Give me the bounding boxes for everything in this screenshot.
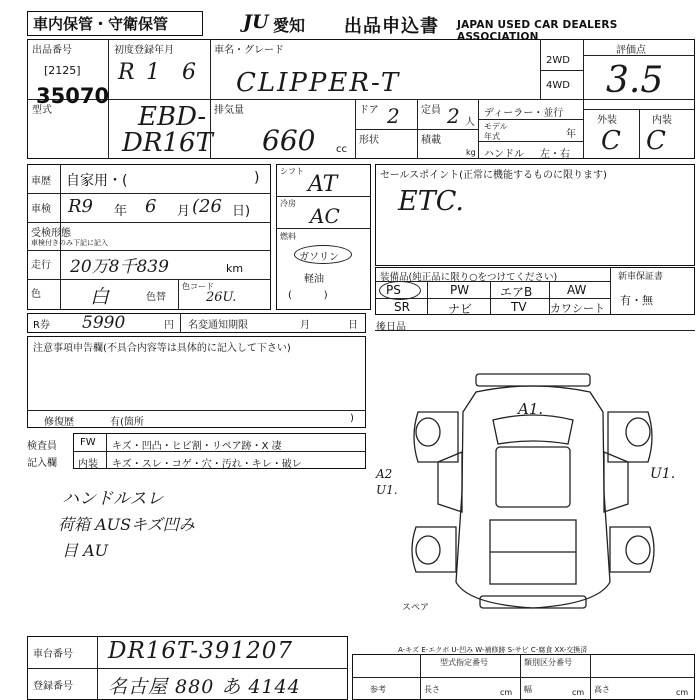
int-value: C: [646, 126, 666, 156]
fuel-label: 燃料: [280, 232, 296, 241]
history-value: 自家用・(: [66, 173, 128, 189]
history-close: ): [254, 170, 260, 186]
model-label: 型式: [32, 105, 52, 116]
grade-label: 評価点: [616, 45, 646, 56]
displacement-label: 排気量: [214, 105, 244, 116]
int-inspect-label: 内装: [78, 459, 98, 470]
dealer-label: ディーラー・並行: [484, 108, 564, 119]
color-value: 白: [90, 286, 110, 308]
equip-ps-circle: [379, 281, 421, 300]
weight-unit: kg: [466, 148, 476, 157]
diagram-label-top: A1.: [518, 400, 544, 418]
warranty-label: 新車保証書: [618, 272, 664, 282]
ref-label: 参考: [370, 685, 386, 694]
repair-label: 修復歴: [44, 417, 74, 428]
form-title: 出品申込書: [344, 16, 439, 37]
chassis-value: DR16T-391207: [108, 638, 293, 664]
handle-options: 左・右: [540, 149, 570, 160]
diagram-label-left: A2 U1.: [376, 467, 398, 497]
fuel-paren: ( ): [288, 290, 328, 301]
first-reg-month: 6: [182, 60, 196, 85]
ac-label: 冷房: [280, 199, 296, 208]
color-code-label: 色コード: [182, 282, 214, 291]
name-change-label: 名変通知期限: [188, 320, 248, 331]
handwritten-note-1: ハンドルスレ: [62, 489, 164, 509]
mileage-label: 走行: [31, 260, 51, 271]
reg-label: 登録番号: [33, 681, 73, 692]
lot-number: 35070: [36, 84, 110, 108]
shaken-day: (26: [192, 196, 222, 217]
capacity-label: 定員: [421, 105, 441, 116]
model-year-unit: 年: [566, 129, 576, 140]
history-label: 車歴: [31, 176, 51, 187]
fw-label: FW: [80, 437, 96, 448]
selling-points-label: セールスポイント(正常に機能するものに限ります): [380, 170, 607, 181]
equip-kawa-seat: カワシート: [550, 302, 605, 315]
damage-legend: A-キズ E-エクボ U-凹み W-補修跡 S-サビ C-腐食 XX-交換済: [398, 646, 588, 654]
shape-label: 形状: [359, 135, 379, 146]
ju-logo: JU: [243, 11, 269, 33]
warranty-options: 有・無: [620, 294, 653, 307]
displacement-value: 660: [262, 124, 316, 157]
inspector-label-2: 記入欄: [27, 458, 57, 469]
height-unit: cm: [676, 688, 689, 697]
shaken-month: 6: [145, 196, 157, 217]
spare-label: スペア: [402, 603, 430, 613]
width-label: 幅: [524, 685, 532, 694]
equip-aw: AW: [567, 283, 587, 297]
weight-label: 積載: [421, 135, 441, 146]
notes-label: 注意事項申告欄(不具合内容等は具体的に記入して下さい): [33, 343, 291, 354]
shaken-day-unit: 日): [232, 204, 251, 219]
name-change-day: 日: [348, 320, 358, 331]
equipment-label: 装備品(純正品に限り○をつけてください): [380, 272, 558, 283]
inspection-form-sub: 車検付きのみ下記に記入: [31, 239, 108, 247]
mileage-value: 20万8千839: [70, 257, 169, 277]
equip-ps: PS: [386, 283, 401, 297]
shift-value: AT: [308, 172, 338, 197]
displacement-unit: cc: [336, 144, 347, 155]
handwritten-note-3: 目 AU: [62, 541, 109, 560]
lot-sub: [2125]: [44, 64, 81, 77]
inspector-label-1: 検査員: [27, 441, 57, 452]
equip-navi: ナビ: [448, 302, 473, 316]
color-swap-label: 色替: [146, 292, 166, 303]
name-change-month: 月: [300, 320, 310, 331]
ext-label: 外装: [597, 115, 617, 126]
handle-label: ハンドル: [484, 149, 524, 160]
model-value-1: EBD-: [138, 102, 207, 132]
fw-text: キズ・凹凸・ヒビ割・リペア跡・X 凄: [112, 441, 282, 452]
doors-label: ドア: [359, 105, 379, 116]
recycle-value: 5990: [82, 313, 126, 333]
height-label: 高さ: [594, 685, 610, 694]
ext-value: C: [601, 126, 621, 156]
equip-airbag: エアB: [500, 285, 533, 299]
width-unit: cm: [572, 688, 585, 697]
repair-value: 有(箇所: [110, 417, 144, 428]
selling-points-value: ETC.: [398, 186, 464, 217]
recycle-unit: 円: [164, 320, 174, 331]
fuel-diesel: 軽油: [304, 274, 324, 285]
model-year-label: モデル年式: [484, 122, 508, 141]
handwritten-note-2: 荷箱 AUSキズ凹み: [58, 515, 195, 534]
doors-value: 2: [387, 104, 400, 128]
model-value-2: DR16T: [122, 128, 213, 158]
shaken-month-unit: 月: [177, 204, 191, 219]
capacity-unit: 人: [465, 117, 475, 128]
int-label: 内装: [652, 115, 672, 126]
equip-pw: PW: [450, 283, 470, 297]
reg-value: 名古屋 880 あ 4144: [108, 676, 301, 698]
org-name: 愛知: [273, 16, 306, 35]
lot-number-label: 出品番号: [32, 45, 72, 56]
length-label: 長さ: [424, 685, 440, 694]
capacity-value: 2: [447, 104, 460, 128]
diagram-label-right: U1.: [650, 466, 676, 482]
shaken-year-unit: 年: [114, 204, 128, 219]
fuel-gasoline: ガソリン: [299, 252, 339, 263]
first-reg-year: 1: [146, 60, 160, 85]
equip-tv: TV: [511, 300, 527, 314]
drive-4wd: 4WD: [546, 80, 570, 91]
drive-2wd: 2WD: [546, 55, 570, 66]
model-spec-label: 型式指定番号: [440, 658, 488, 667]
english-title: JAPAN USED CAR DEALERS ASSOCIATION: [457, 19, 618, 43]
mileage-unit: km: [226, 262, 244, 275]
shaken-label: 車検: [31, 204, 51, 215]
inspection-form-label: 受検形態: [31, 228, 71, 239]
chassis-label: 車台番号: [33, 649, 73, 660]
car-name-label: 車名・グレード: [214, 45, 284, 56]
recycle-label: R券: [33, 320, 50, 331]
color-label: 色: [31, 289, 41, 300]
color-code-value: 26U.: [206, 290, 237, 305]
equip-sr: SR: [394, 300, 410, 314]
first-reg-era: R: [118, 60, 135, 85]
first-reg-label: 初度登録年月: [114, 45, 174, 56]
shaken-era: R9: [68, 196, 94, 217]
repair-close: ): [350, 413, 354, 424]
car-name-value: CLIPPER-T: [236, 68, 401, 98]
grade-value: 3.5: [606, 60, 664, 101]
ac-value: AC: [310, 204, 340, 228]
storage-label: 車内保管・守衛保管: [33, 15, 169, 33]
fuel-gasoline-circle: [294, 245, 352, 264]
length-unit: cm: [500, 688, 513, 697]
int-inspect-text: キズ・スレ・コゲ・穴・汚れ・キレ・破レ: [112, 459, 302, 470]
shift-label: シフト: [280, 167, 304, 176]
category-label: 類別区分番号: [524, 658, 572, 667]
after-items-label: 後日品: [376, 322, 406, 333]
